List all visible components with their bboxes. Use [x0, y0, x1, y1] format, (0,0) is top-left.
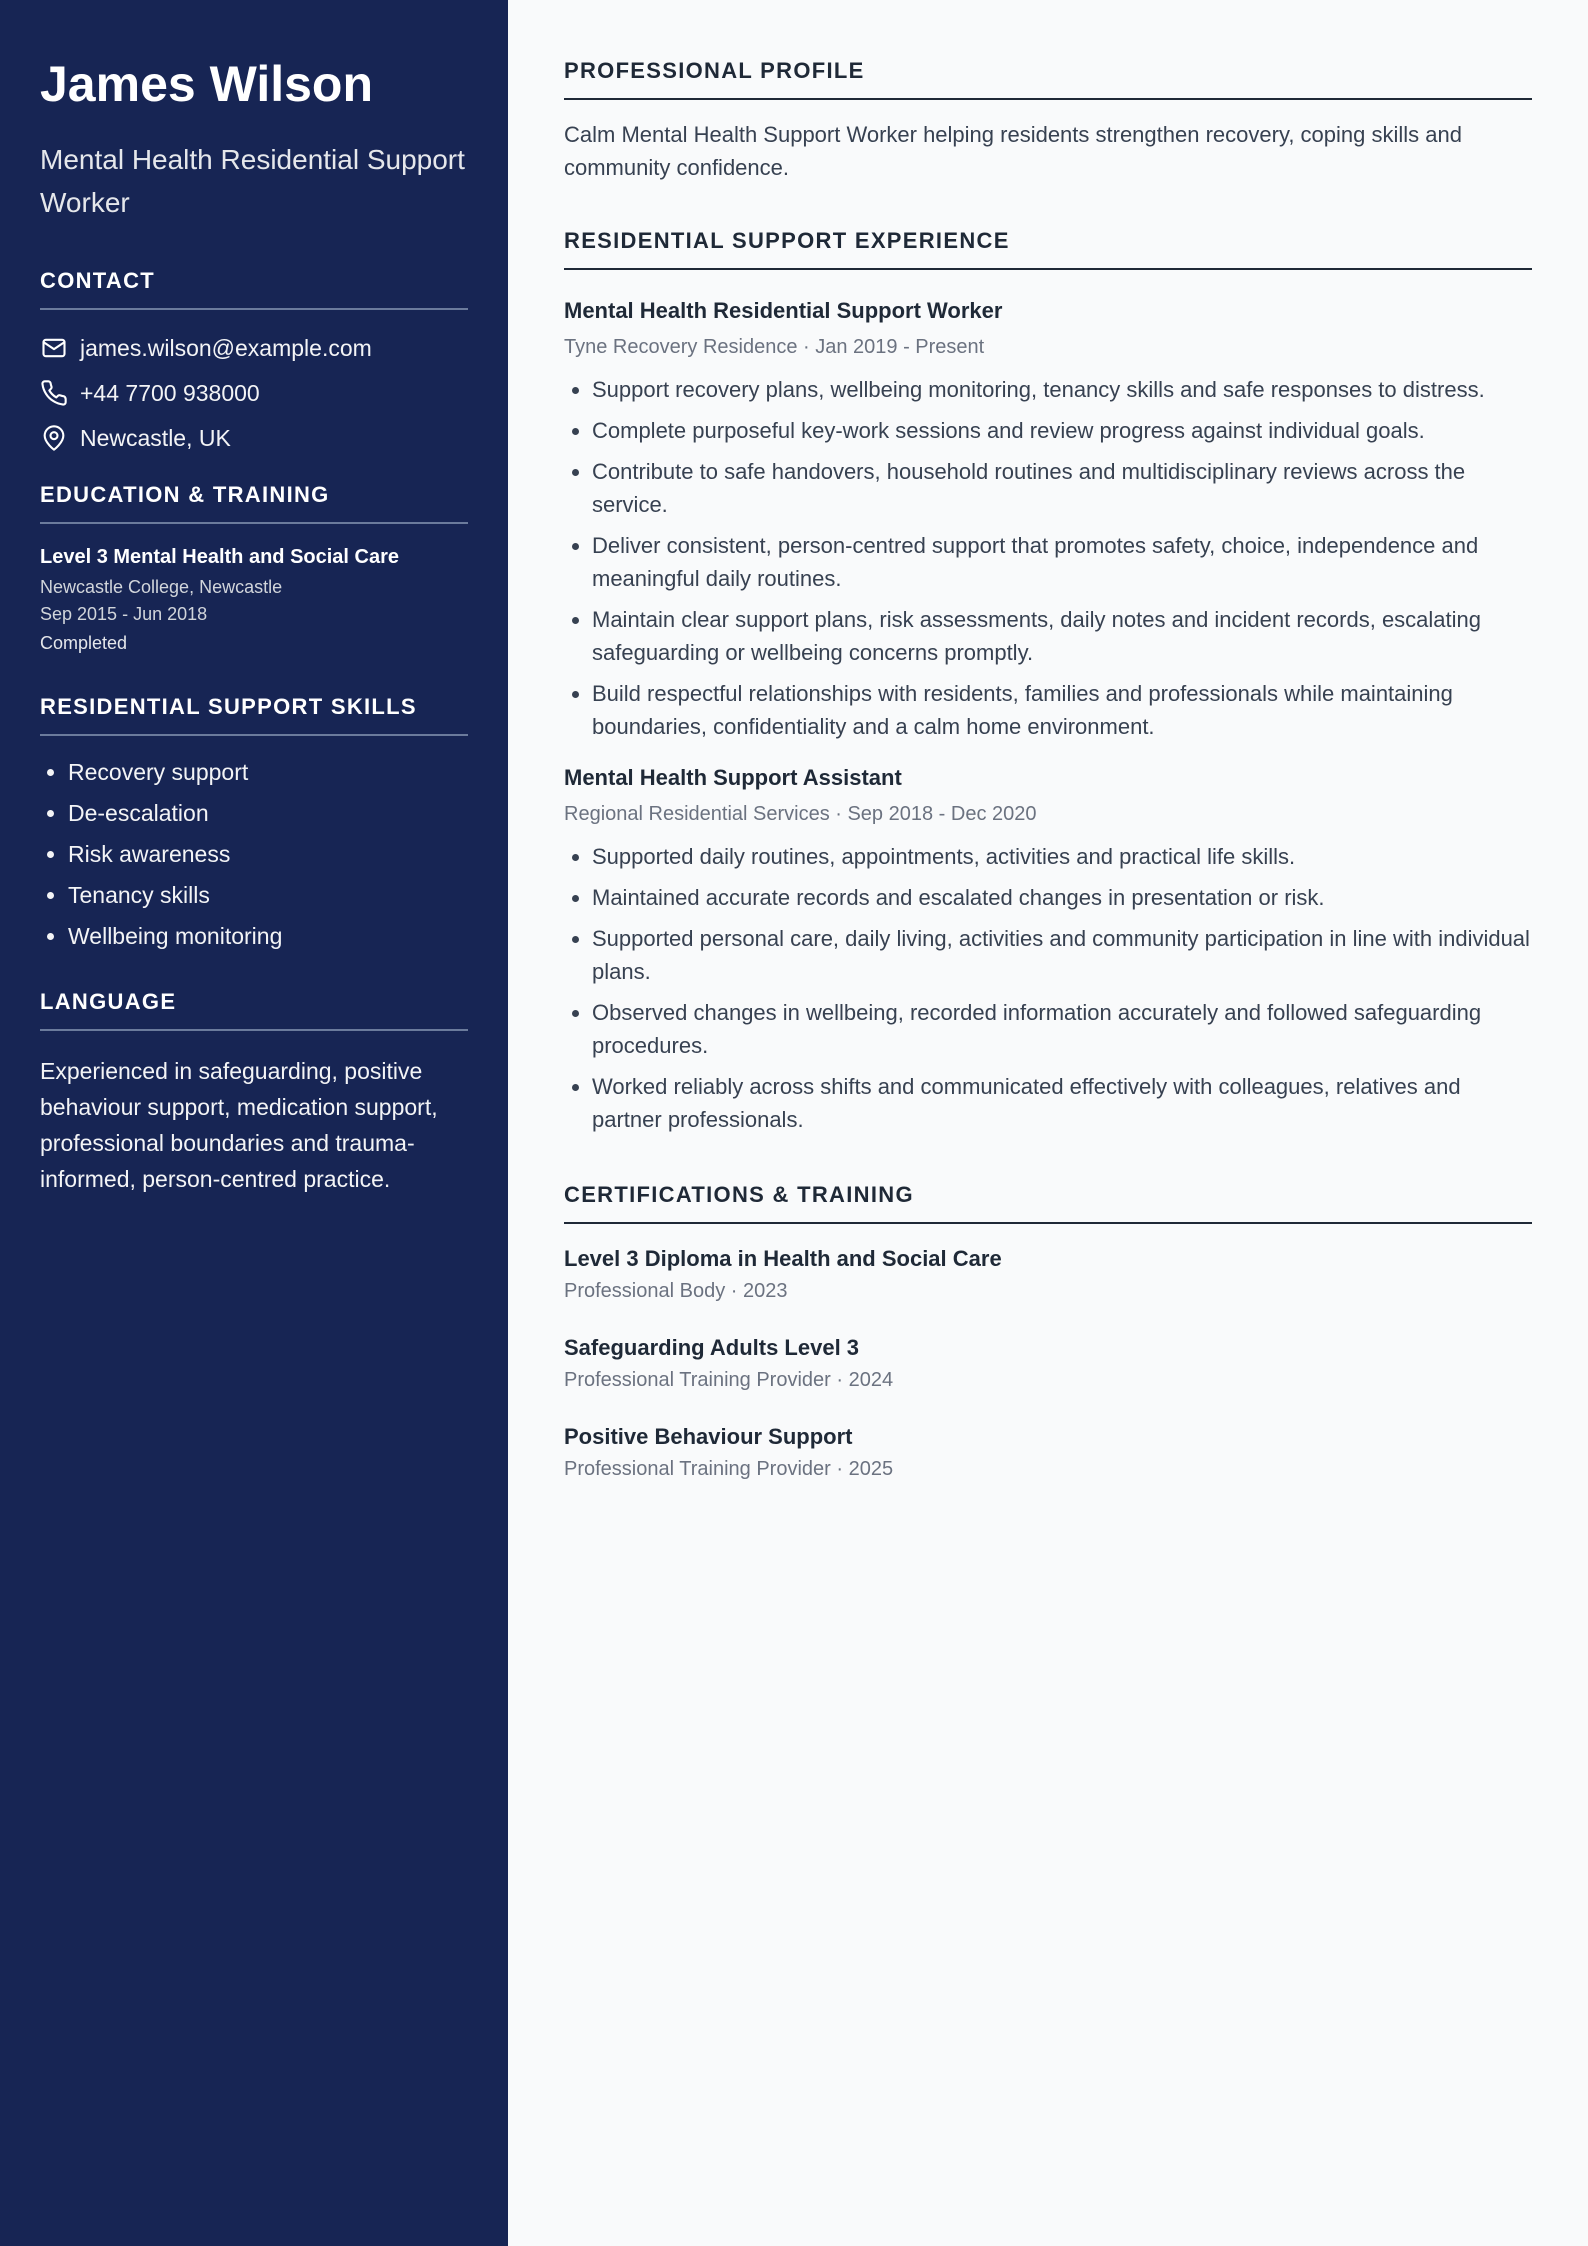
- skill-item: • Wellbeing monitoring: [68, 922, 468, 963]
- job-bullet: • Build respectful relationships with residents, families and professionals while maintaining boundaries, confidentiality and a calm home environment.: [592, 677, 1532, 743]
- certification-item: [564, 1246, 1052, 1303]
- job-bullet: • Support recovery plans, wellbeing monitoring, tenancy skills and safe responses to distress.: [592, 373, 1532, 406]
- job-bullet: • Supported daily routines, appointments, activities and practical life skills.: [592, 840, 1532, 873]
- certification-name: Positive Behaviour Support: [564, 1424, 853, 1449]
- certification-meta: Professional Body · 2023: [564, 1280, 788, 1302]
- certification-item: [564, 1335, 1052, 1392]
- job-bullets: [564, 373, 1532, 743]
- job-bullet: • Contribute to safe handovers, household routines and multidisciplinary reviews across the service.: [592, 455, 1532, 521]
- job-entry: [564, 298, 1532, 743]
- job-meta: Regional Residential Services · Sep 2018 - Dec 2020: [564, 803, 1037, 825]
- certifications-section: [564, 1182, 1532, 1513]
- sidebar: [0, 0, 508, 2246]
- certification-name: Safeguarding Adults Level 3: [564, 1335, 860, 1360]
- skill-item: • Tenancy skills: [68, 881, 468, 922]
- job-entry: [564, 765, 1532, 1136]
- job-title: Mental Health Support Assistant: [564, 765, 902, 790]
- job-bullet: • Maintain clear support plans, risk assessments, daily notes and incident records, escalating safeguarding or wellbeing concerns promptly.: [592, 603, 1532, 669]
- map-pin-icon: [40, 424, 68, 452]
- certification-meta: Professional Training Provider · 2025: [564, 1458, 894, 1480]
- job-meta: Tyne Recovery Residence · Jan 2019 - Present: [564, 336, 985, 358]
- language-text: Experienced in safeguarding, positive behaviour support, medication support, professional boundaries and trauma-informed, person-centred practice.: [40, 1058, 438, 1192]
- profile-heading: PROFESSIONAL PROFILE: [564, 58, 1532, 100]
- experience-section: [564, 228, 1532, 1136]
- contact-location: [40, 424, 468, 452]
- profile-section: [564, 58, 1532, 184]
- skill-item: • De-escalation: [68, 799, 468, 840]
- candidate-headline: Mental Health Residential Support Worker: [40, 144, 465, 218]
- profile-text: Calm Mental Health Support Worker helping residents strengthen recovery, coping skills and community confidence.: [564, 122, 1462, 180]
- job-title: Mental Health Residential Support Worker: [564, 298, 1003, 323]
- education-degree: Level 3 Mental Health and Social Care: [40, 546, 400, 568]
- job-bullet: • Observed changes in wellbeing, recorded information accurately and followed safeguarding procedures.: [592, 996, 1532, 1062]
- education-school: Newcastle College, Newcastle: [40, 577, 283, 597]
- certifications-grid: [564, 1246, 1532, 1513]
- main-content: [564, 58, 1532, 1513]
- education-dates: Sep 2015 - Jun 2018: [40, 604, 208, 624]
- contact-email-text: james.wilson@example.com: [80, 334, 372, 361]
- education-status: Completed: [40, 633, 128, 653]
- mail-icon: [40, 334, 68, 362]
- phone-icon: [40, 379, 68, 407]
- skills-heading: RESIDENTIAL SUPPORT SKILLS: [40, 694, 468, 736]
- certification-name: Level 3 Diploma in Health and Social Care: [564, 1246, 1002, 1271]
- certification-meta: Professional Training Provider · 2024: [564, 1369, 894, 1391]
- contact-email[interactable]: [40, 334, 468, 362]
- language-heading: LANGUAGE: [40, 989, 468, 1031]
- skill-item: • Recovery support: [68, 758, 468, 799]
- contact-location-text: Newcastle, UK: [80, 424, 231, 451]
- skill-item: • Risk awareness: [68, 840, 468, 881]
- skills-list: [40, 758, 468, 963]
- contact-list: [40, 334, 468, 452]
- job-bullet: • Complete purposeful key-work sessions and review progress against individual goals.: [592, 414, 1532, 447]
- job-bullet: • Supported personal care, daily living, activities and community participation in line with individual plans.: [592, 922, 1532, 988]
- certifications-heading: CERTIFICATIONS & TRAINING: [564, 1182, 1532, 1224]
- certification-item: [564, 1424, 1052, 1481]
- candidate-name: James Wilson: [40, 56, 374, 112]
- job-bullet: • Worked reliably across shifts and communicated effectively with colleagues, relatives and partner professionals.: [592, 1070, 1532, 1136]
- contact-phone[interactable]: [40, 379, 468, 407]
- job-bullet: • Deliver consistent, person-centred support that promotes safety, choice, independence and meaningful daily routines.: [592, 529, 1532, 595]
- job-bullets: [564, 840, 1532, 1136]
- experience-heading: RESIDENTIAL SUPPORT EXPERIENCE: [564, 228, 1532, 270]
- contact-heading: CONTACT: [40, 268, 468, 310]
- education-heading: EDUCATION & TRAINING: [40, 482, 468, 524]
- job-bullet: • Maintained accurate records and escalated changes in presentation or risk.: [592, 881, 1532, 914]
- contact-phone-text: +44 7700 938000: [80, 379, 260, 406]
